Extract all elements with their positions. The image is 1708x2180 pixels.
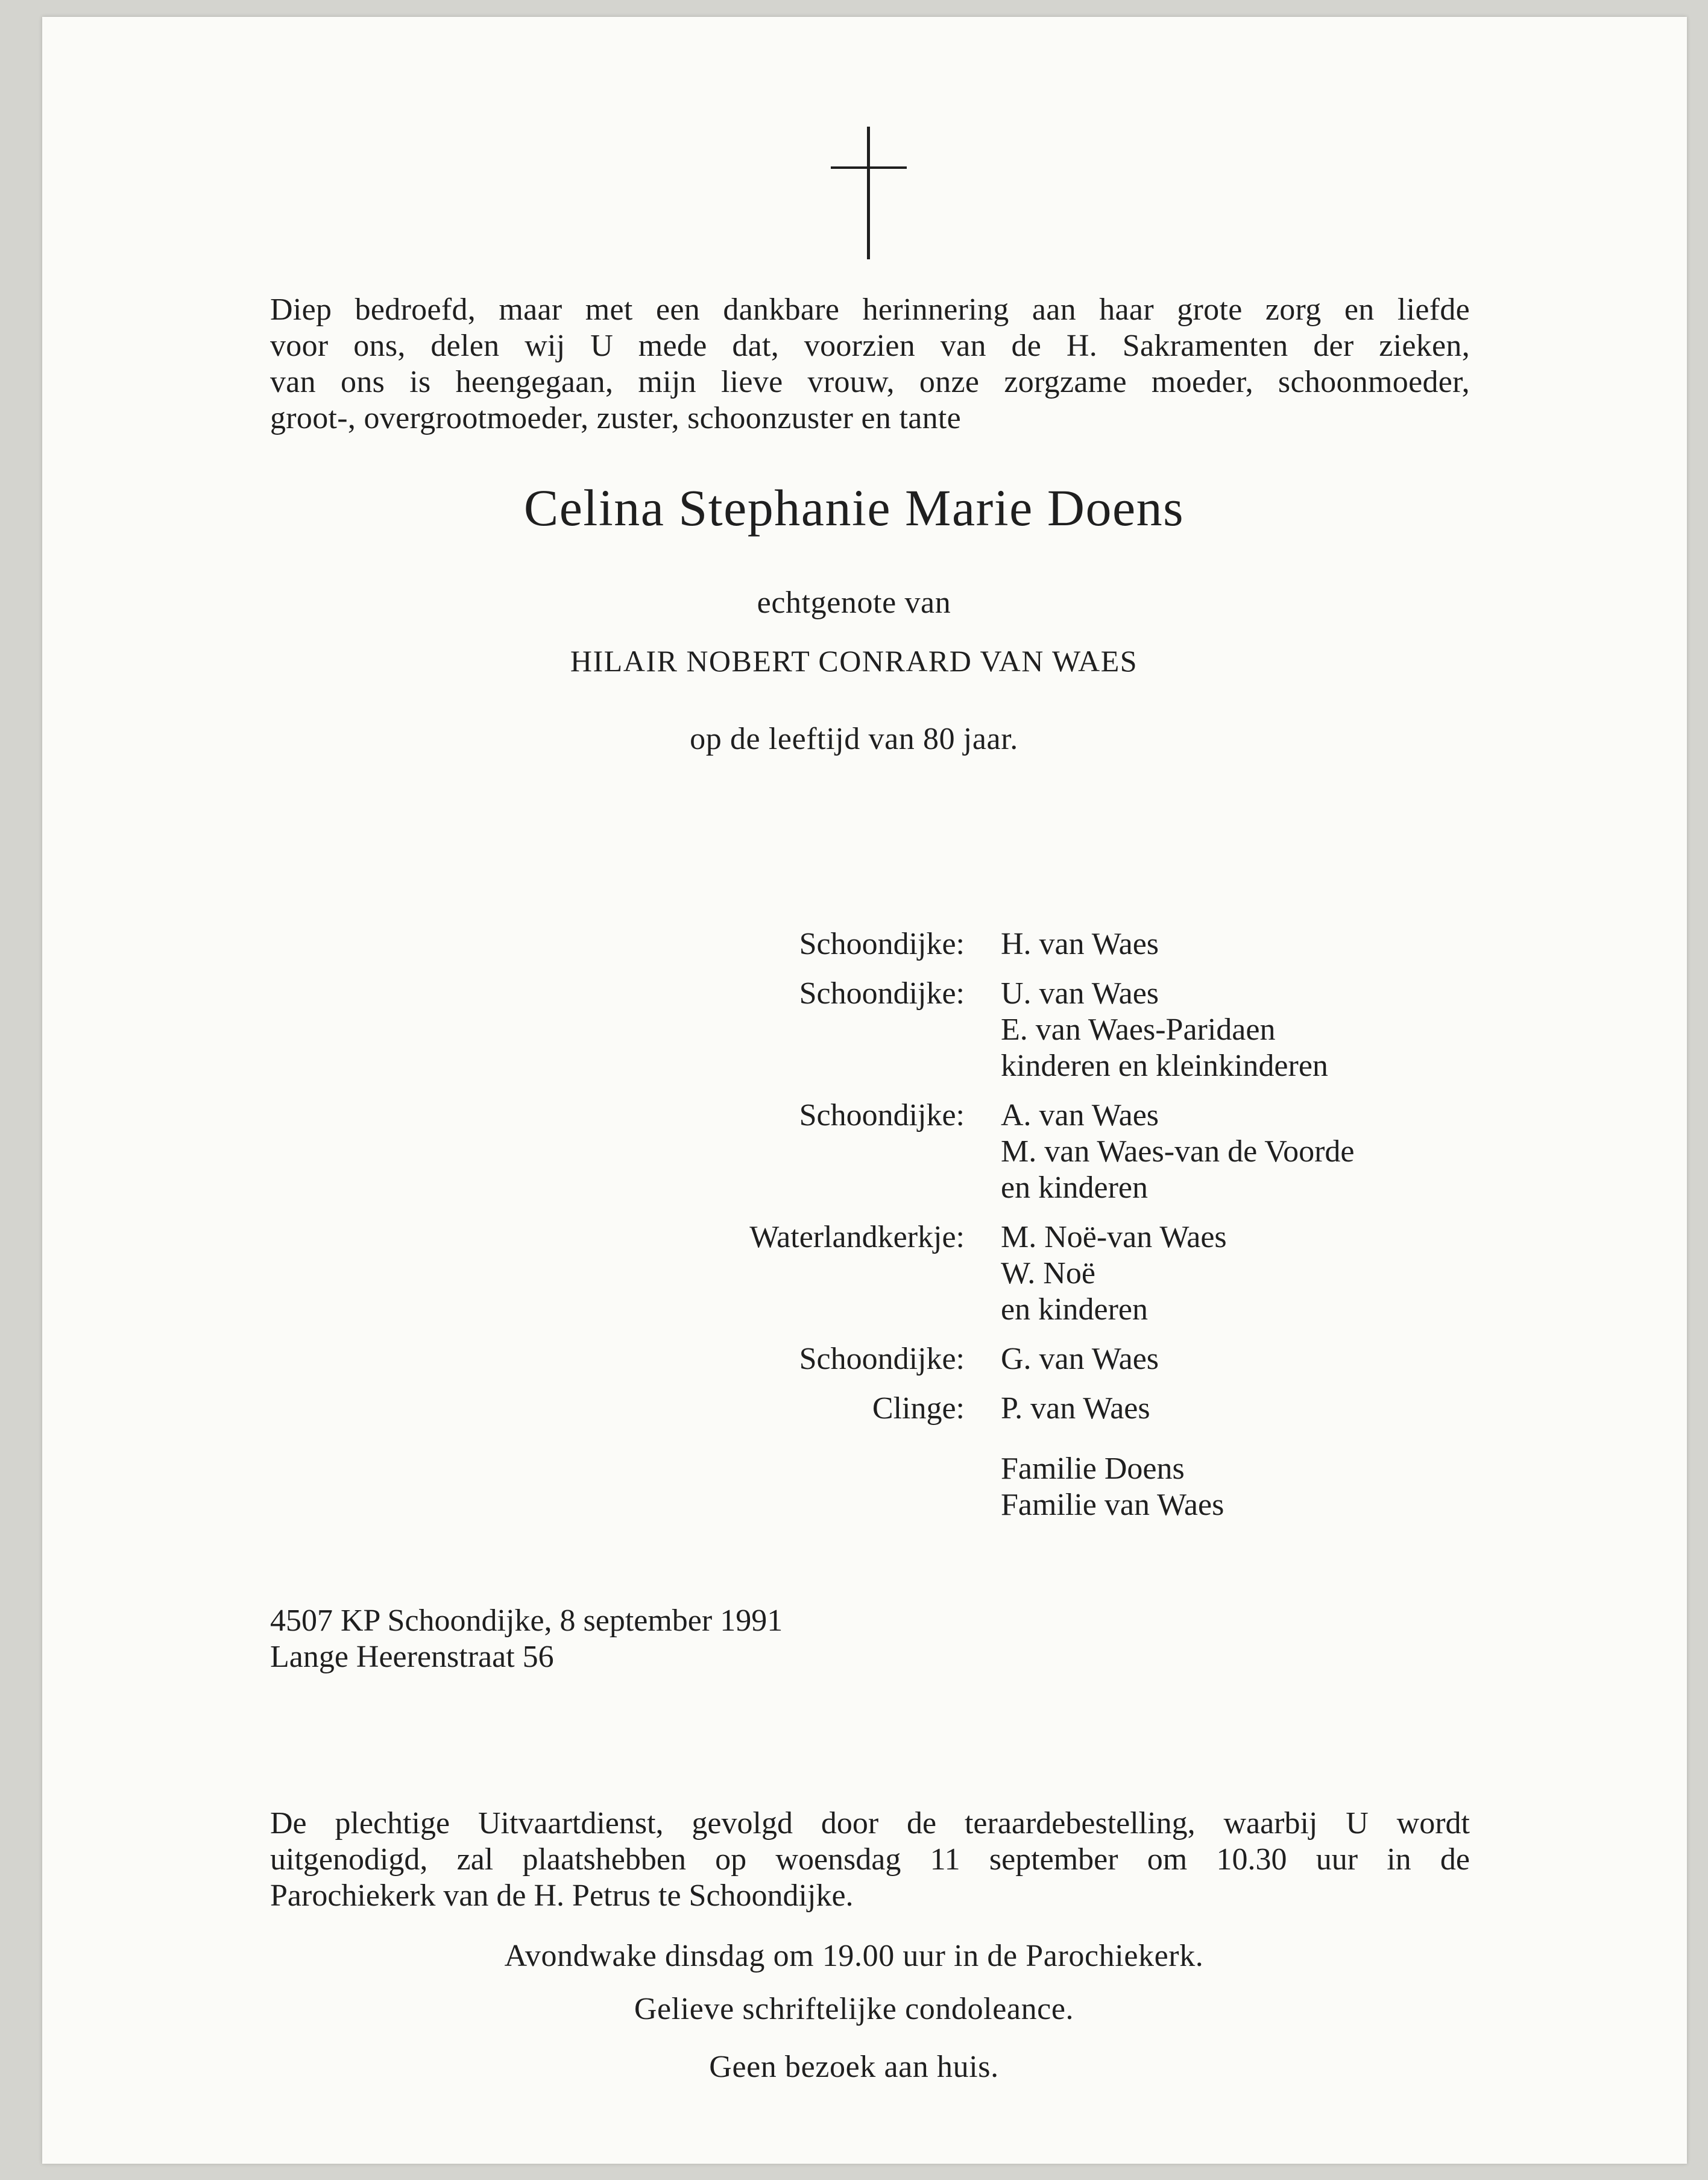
family-place: Clinge: bbox=[872, 1391, 965, 1426]
family-persons bbox=[1001, 1098, 1507, 1206]
family-row bbox=[603, 926, 1507, 962]
family-persons bbox=[1001, 1391, 1507, 1427]
family-person: Familie van Waes bbox=[1001, 1488, 1224, 1522]
family-person: E. van Waes-Paridaen bbox=[1001, 1013, 1276, 1047]
family-place: Schoondijke: bbox=[799, 1342, 965, 1376]
family-person: U. van Waes bbox=[1001, 976, 1159, 1011]
family-person: P. van Waes bbox=[1001, 1391, 1150, 1426]
spouse-intro: echtgenote van bbox=[757, 586, 951, 620]
family-persons bbox=[1001, 926, 1507, 962]
family-row bbox=[603, 1341, 1507, 1377]
family-place: Schoondijke: bbox=[799, 1098, 965, 1133]
family-persons bbox=[1001, 1341, 1507, 1377]
address-line: Lange Heerenstraat 56 bbox=[270, 1640, 554, 1674]
family-row bbox=[603, 1219, 1507, 1328]
family-persons bbox=[1001, 1451, 1507, 1523]
age-line: op de leeftijd van 80 jaar. bbox=[690, 722, 1018, 756]
no-visit-line: Geen bezoek aan huis. bbox=[709, 2050, 999, 2084]
family-person: Familie Doens bbox=[1001, 1452, 1185, 1486]
intro-line: groot-, overgrootmoeder, zuster, schoonzuster en tante bbox=[270, 401, 962, 435]
family-persons bbox=[1001, 976, 1507, 1084]
family-place: Schoondijke: bbox=[799, 976, 965, 1011]
family-persons bbox=[1001, 1219, 1507, 1328]
intro-paragraph bbox=[270, 292, 1470, 437]
family-place: Schoondijke: bbox=[799, 927, 965, 961]
family-row bbox=[603, 1451, 1507, 1523]
intro-line: voor ons, delen wij U mede dat, voorzien van de H. Sakramenten der zieken, bbox=[270, 329, 1470, 363]
family-row bbox=[603, 976, 1507, 1084]
family-person: G. van Waes bbox=[1001, 1342, 1159, 1376]
spouse-name: HILAIR NOBERT CONRARD VAN WAES bbox=[570, 644, 1138, 678]
address-block bbox=[270, 1603, 783, 1675]
family-place bbox=[603, 1451, 1001, 1523]
intro-line: Diep bedroefd, maar met een dankbare herinnering aan haar grote zorg en liefde bbox=[270, 292, 1470, 327]
vigil-line: Avondwake dinsdag om 19.00 uur in de Parochiekerk. bbox=[504, 1939, 1204, 1973]
service-paragraph bbox=[270, 1806, 1470, 1914]
service-line: uitgenodigd, zal plaatshebben op woensdag 11 september om 10.30 uur in de bbox=[270, 1842, 1470, 1877]
intro-line: van ons is heengegaan, mijn lieve vrouw, onze zorgzame moeder, schoonmoeder, bbox=[270, 365, 1470, 399]
family-person: M. van Waes-van de Voorde bbox=[1001, 1134, 1355, 1169]
family-row bbox=[603, 1391, 1507, 1427]
condolence-line: Gelieve schriftelijke condoleance. bbox=[634, 1992, 1074, 2026]
service-line: De plechtige Uitvaartdienst, gevolgd door de teraardebestelling, waarbij U wordt bbox=[270, 1806, 1470, 1840]
family-list bbox=[603, 926, 1507, 1537]
service-line: Parochiekerk van de H. Petrus te Schoondijke. bbox=[270, 1878, 854, 1913]
family-person: M. Noë-van Waes bbox=[1001, 1220, 1227, 1254]
family-person: A. van Waes bbox=[1001, 1098, 1159, 1133]
family-person: W. Noë bbox=[1001, 1256, 1095, 1291]
cross-icon bbox=[831, 127, 907, 259]
deceased-name: Celina Stephanie Marie Doens bbox=[523, 479, 1185, 537]
address-line: 4507 KP Schoondijke, 8 september 1991 bbox=[270, 1603, 783, 1638]
family-person: kinderen en kleinkinderen bbox=[1001, 1049, 1328, 1083]
family-row bbox=[603, 1098, 1507, 1206]
family-person: en kinderen bbox=[1001, 1292, 1149, 1327]
family-person: en kinderen bbox=[1001, 1171, 1149, 1205]
family-place: Waterlandkerkje: bbox=[749, 1220, 965, 1254]
family-person: H. van Waes bbox=[1001, 927, 1159, 961]
